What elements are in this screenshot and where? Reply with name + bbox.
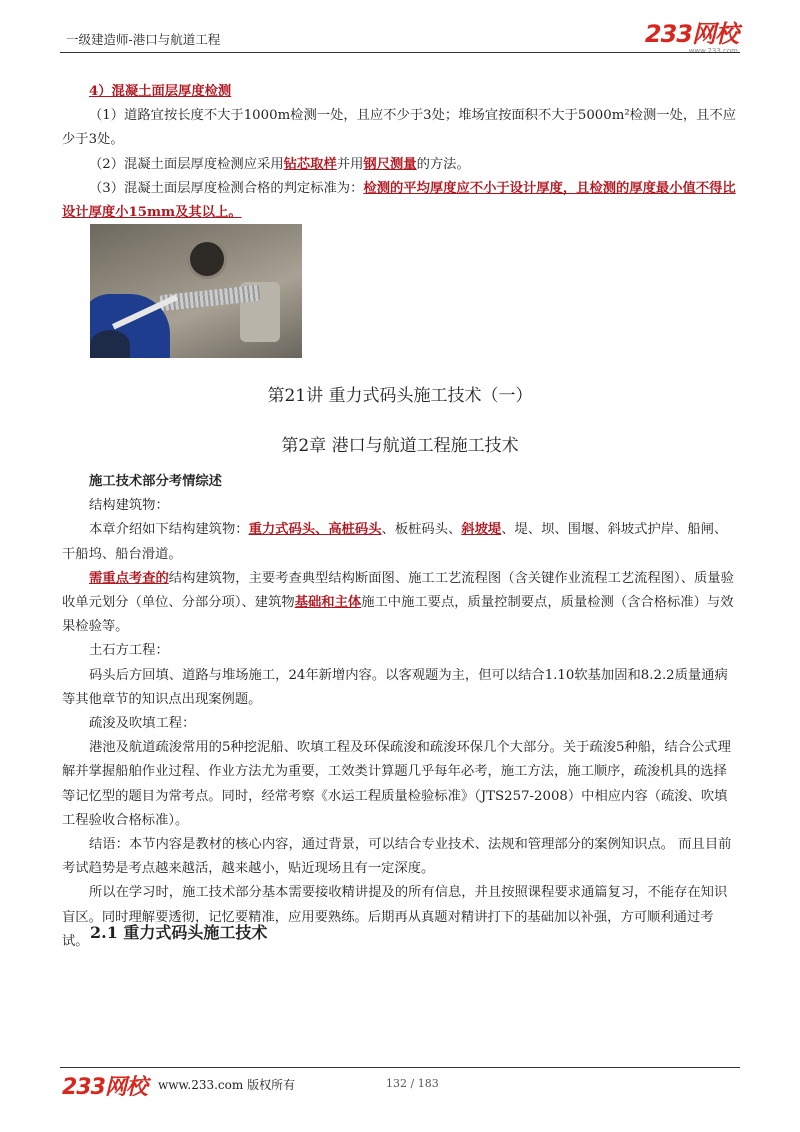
highlight-steel-ruler: 钢尺测量 [363,156,417,172]
paragraph-2 [62,153,740,177]
header-divider [60,52,740,53]
highlight-criteria: 检测的平均厚度应不小于设计厚度，且检测的厚度最小值不得比设计厚度小15mm及其以上。 [62,180,736,221]
text: 、堤、坝、围堰、斜坡式护岸、船闸、干船坞、船台滑道。 [62,522,728,562]
lecture-title: 第21讲 重力式码头施工技术（一） [267,386,533,406]
section-4-title: 4）混凝土面层厚度检测 [89,84,232,99]
structures-label: 结构建筑物： [89,498,169,514]
highlight-key-focus: 需重点考查的 [89,570,169,586]
overview-title: 施工技术部分考情综述 [89,474,222,489]
worker-head [90,330,130,358]
text: 的方法。 [416,156,470,172]
brand-logo [645,22,738,55]
text: 结构建筑物，主要考查典型结构断面图、施工工艺流程图（含关键作业流程工艺流程图）、质量验收单元划分（单位、分部分项）、建筑物 [62,570,734,611]
overview-block [62,470,740,954]
footer-logo: 233网校 [62,1075,147,1100]
paragraph-1: （1）道路宜按长度不大于1000m检测一处，且应不少于3处；堆场宜按面积不大于5000m²检测一处，且不应少于3处。 [62,108,737,148]
header-title: 一级建造师-港口与航道工程 [66,32,221,47]
highlight-foundation: 基础和主体 [294,595,362,611]
section-4-block [62,80,740,225]
text: （2）混凝土面层厚度检测应采用 [89,156,284,172]
footer-divider [60,1067,740,1068]
text: 并用 [336,156,364,172]
section-2-1-title: 2.1 重力式码头施工技术 [90,923,268,942]
site-photo [90,224,302,358]
page-number: 132 / 183 [386,1077,439,1090]
structures-paragraph-2 [62,567,740,640]
logo-subtext: www.233.com [688,47,738,55]
chapter-title: 第2章 港口与航道工程施工技术 [281,436,519,456]
text: （3）混凝土面层厚度检测合格的判定标准为： [89,180,364,196]
text: 施工中施工要点，质量控制要点，质量检测（含合格标准）与效果检验等。 [62,595,734,635]
earthwork-paragraph: 码头后方回填、道路与堆场施工，24年新增内容。以客观题为主，但可以结合1.10软基加固和8.2.2质量通病等其他章节的知识点出现案例题。 [62,667,728,707]
text: 本章介绍如下结构建筑物： [89,522,249,538]
footer-copyright: www.233.com 版权所有 [158,1078,296,1092]
earthwork-label: 土石方工程： [89,643,169,659]
dredging-paragraph: 港池及航道疏浚常用的5种挖泥船、吹填工程及环保疏浚和疏浚环保几个大部分。关于疏浚5种船，结合公式理解并掌握船舶作业过程、作业方法尤为重要，工效类计算题几乎每年必考，施工方法，施工顺序，疏浚机具的选择等记忆型的题目为常考点。同时，经常考察《水运工程质量检验标准》（JTS257-2008）中相应内容（疏浚、吹填工程验收合格标准）。 [62,740,731,828]
highlight-wharfs: 重力式码头、高桩码头 [248,522,382,538]
structures-paragraph-1 [62,518,740,566]
core-hole [190,242,224,276]
text: 、板桩码头、 [381,522,462,538]
study-paragraph: 所以在学习时，施工技术部分基本需要接收精讲提及的所有信息，并且按照课程要求通篇复习，不能存在知识盲区。同时理解要透彻，记忆要精准，应用要熟练。后期再从真题对精讲打下的基础加以补强，方可顺利通过考试。 [62,885,728,949]
dredging-label: 疏浚及吹填工程： [89,716,196,732]
logo-text: 233网校 [644,20,738,48]
highlight-slope-dike: 斜坡堤 [461,522,502,538]
conclusion-paragraph: 结语：本节内容是教材的核心内容，通过背景，可以结合专业技术、法规和管理部分的案例知识点。 而且目前考试趋势是考点越来越活，越来越小，贴近现场且有一定深度。 [62,837,732,877]
paragraph-3 [62,177,740,225]
highlight-core-sampling: 钻芯取样 [283,156,337,172]
